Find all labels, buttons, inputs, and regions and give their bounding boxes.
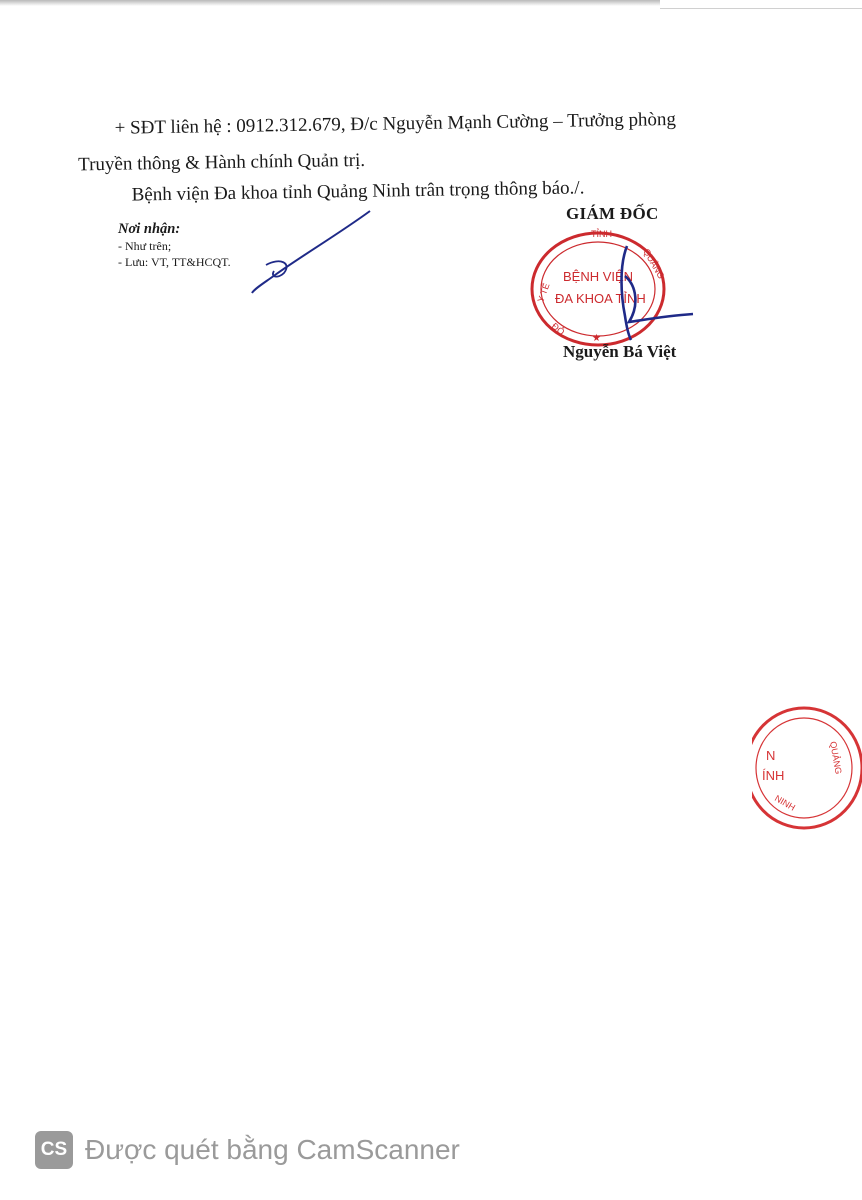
edge-stamp-line2: ÍNH: [762, 768, 785, 783]
recipients-block: [118, 221, 231, 270]
recipients-title: Nơi nhận:: [118, 221, 181, 237]
recipient-item: - Lưu: VT, TT&HCQT.: [118, 255, 231, 269]
edge-stamp-arc-right: QUẢNG: [828, 740, 844, 775]
initial-signature-stroke: [252, 211, 370, 293]
edge-stamp-arc-bottom: NINH: [773, 793, 798, 813]
edge-stamp-line1: N: [766, 748, 776, 763]
stamp-star: ★: [592, 333, 601, 344]
director-signature: [595, 236, 705, 346]
initial-signature: [240, 205, 380, 300]
body-text-block: [0, 0, 862, 227]
stamp-center-line1: BỆNH VIỆN: [563, 269, 634, 284]
stamp-center-line2: ĐA KHOA TỈNH: [555, 291, 646, 306]
camscanner-logo-icon: CS: [35, 1131, 73, 1169]
closing-line: Bệnh viện Đa khoa tỉnh Quảng Ninh trân trọng thông báo./.: [131, 177, 585, 206]
stamp-right-text: QUẢNG: [641, 247, 667, 281]
stamp-top-text: TỈNH: [591, 229, 612, 239]
director-signature-flourish: [625, 276, 693, 322]
director-title: GIÁM ĐỐC: [566, 204, 659, 223]
stamp-left-text: Y TẾ: [535, 281, 552, 304]
stamp-bottom-text: ĐỘ: [549, 320, 567, 338]
director-name: Nguyễn Bá Việt: [563, 342, 677, 361]
camscanner-watermark: [35, 1131, 460, 1169]
recipient-item: - Như trên;: [118, 239, 172, 253]
contact-line: + SĐT liên hệ : 0912.312.679, Đ/c Nguyễn Mạnh Cường – Trưởng phòng: [114, 108, 677, 139]
camscanner-text: Được quét bằng CamScanner: [85, 1134, 460, 1165]
edge-stamp: [752, 700, 862, 835]
director-signature-stroke: [622, 246, 632, 340]
contact-line-continued: Truyền thông & Hành chính Quản trị.: [78, 149, 366, 176]
